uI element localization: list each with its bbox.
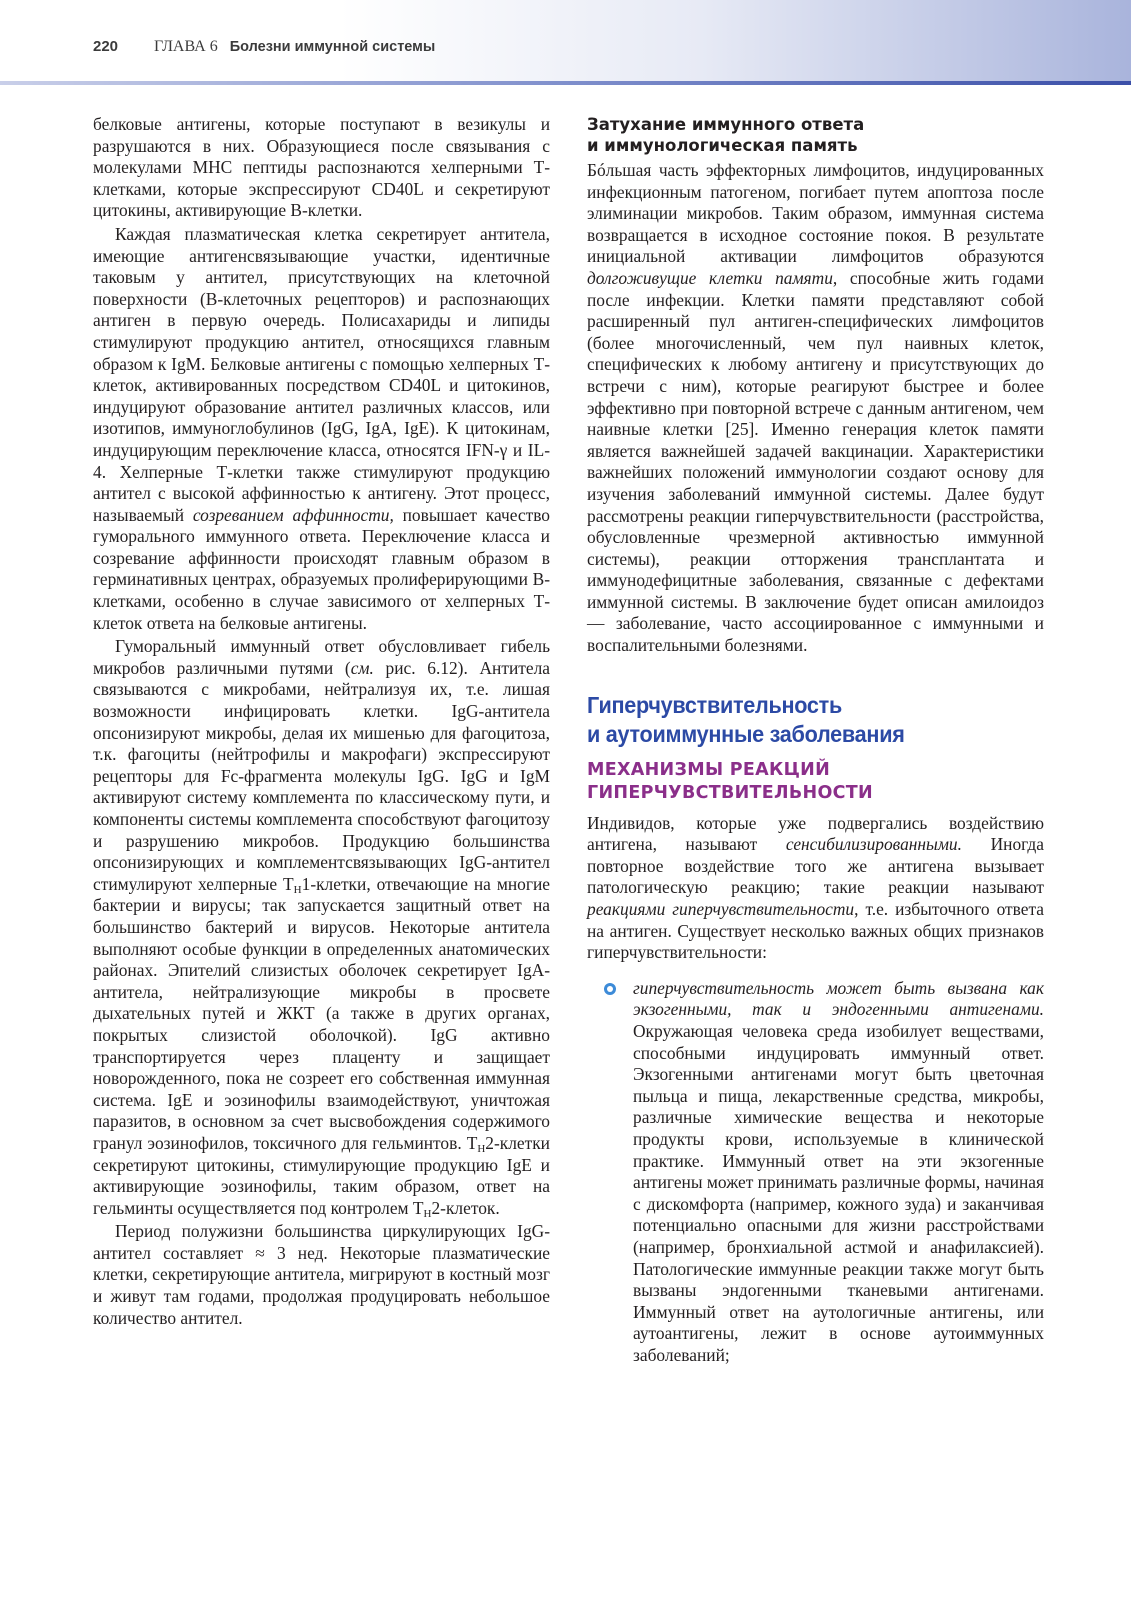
section-heading: Затухание иммунного ответа и иммунологическая память bbox=[587, 115, 865, 155]
bullet-circle-icon bbox=[604, 983, 616, 995]
chapter-title: Болезни иммунной системы bbox=[229, 39, 436, 55]
paragraph: белковые антигены, которые поступают в везикулы и разрушаются в них. Образующиеся после связывания с молекулами МНС пептиды распознаются хелперными Т-клетками, которые экспрессируют CD40L и секретируют цитокины, активирующие В-клетки. bbox=[93, 114, 550, 221]
paragraph: Гуморальный иммунный ответ обусловливает гибель микробов различными путями (см. рис. 6.12). Антитела связываются с микробами, нейтрализуя их, т.е. лишая возможности инфицировать клетки. IgG-антитела опсонизируют микробы, делая их мишенью для фагоцитоза, т.к. фагоциты (нейтрофилы и макрофаги) экспрессируют рецепторы для Fc-фрагмента молекулы IgG. IgG и IgM активируют систему комплемента по классическому пути, и компоненты системы комплемента способствуют фагоцитозу и разрушению микробов. Продукцию большинства опсонизирующих и комплементсвязывающих IgG-антител стимулируют хелперные $T_H1$-клетки, отвечающие на многие бактерии и вирусы; так запускается защитный ответ на большинство бактерий и вирусов. Некоторые антитела выполняют особые функции в определенных анатомических районах. Эпителий слизистых оболочек секретирует IgA-антитела, нейтрализующие микробы в просвете дыхательных путей и ЖКТ (а также в других органах, покрытых слизистой оболочкой). IgG активно транспортируется через плаценту и защищает новорожденного, пока не созреет его собственная иммунная система. IgE и эозинофилы взаимодействуют, уничтожая паразитов, в основном за счет высвобождения содержимого гранул эозинофилов, токсичного для гельминтов. $T_H2$-клетки секретируют цитокины, стимулирующие продукцию IgE и активирующие эозинофилы, таким образом, ответ на гельминты осуществляется под контролем $T_H2$-клеток. bbox=[93, 636, 551, 1220]
paragraph: Бóльшая часть эффекторных лимфоцитов, индуцированных инфекционным патогеном, погибает путем апоптоза после элиминации микробов. Таким образом, иммунная система возвращается в исходное состояние покоя. В результате инициальной активации лимфоцитов образуются долгоживущие клетки памяти, способные жить годами после инфекции. Клетки памяти представляют собой расширенный пул антиген-специфических лимфоцитов (более многочисленный, чем пул наивных клеток, специфических к любому антигену и присутствующих до встречи с ним), которые реагируют быстрее и более эффективно при повторной встрече с данным антигеном, чем наивные клетки [25]. Именно генерация клеток памяти является важнейшей задачей вакцинации. Характеристики важнейших положений иммунологии создают основу для изучения заболеваний иммунной системы. Далее будут рассмотрены реакции гиперчувствительности (расстройства, обусловленные чрезмерной активностью иммунной системы), реакции отторжения трансплантата и иммунодефицитные заболевания, связанные с дефектами иммунной системы. В заключение будет описан амилоидоз — заболевание, часто ассоциированное с иммунными и воспалительными болезнями. bbox=[587, 160, 1044, 656]
paragraph: Каждая плазматическая клетка секретирует антитела, имеющие антигенсвязывающие участки, идентичные таковым у антител, присутствующих на клеточной поверхности (В-клеточных рецепторов) и распознающих антиген в первую очередь. Полисахариды и липиды стимулируют продукцию антител, относящихся главным образом к IgM. Белковые антигены с помощью хелперных Т-клеток, активированных посредством CD40L и цитокинов, индуцируют образование антител различных классов, или изотипов, иммуноглобулинов (IgG, IgA, IgE). К цитокинам, индуцирующим переключение класса, относятся IFN-γ и IL-4. Хелперные Т-клетки также стимулируют продукцию антител с высокой аффинностью к антигену. Этот процесс, называемый созреванием аффинности, повышает качество гуморального иммунного ответа. Переключение класса и созревание аффинности происходят главным образом в герминативных центрах, образуемых пролиферирующими В-клетками, особенно в случае зависимого от хелперных Т-клеток ответа на белковые антигены. bbox=[93, 223, 550, 633]
chapter-label: ГЛАВА 6 bbox=[154, 38, 218, 55]
page-number: 220 bbox=[93, 38, 119, 55]
left-column bbox=[93, 114, 550, 1329]
subsection-heading: МЕХАНИЗМЫ РЕАКЦИЙ ГИПЕРЧУВСТВИТЕЛЬНОСТИ bbox=[587, 759, 873, 803]
list-item bbox=[587, 978, 1044, 1367]
paragraph: Индивидов, которые уже подвергались воздействию антигена, называют сенсибилизированными. Иногда повторное воздействие того же антигена вызывает патологическую реакцию; такие реакции называют реакциями гиперчувствительности, т.е. избыточного ответа на антиген. Существует несколько важных общих признаков гиперчувствительности: bbox=[587, 812, 1044, 963]
running-header bbox=[93, 38, 435, 62]
chapter-section-title: Гиперчувствительность и аутоиммунные заболевания bbox=[587, 691, 905, 747]
header-rule bbox=[0, 81, 1131, 85]
right-column bbox=[587, 114, 1044, 1367]
paragraph: Период полужизни большинства циркулирующих IgG-антител составляет ≈ 3 нед. Некоторые плазматические клетки, секретирующие антитела, мигрируют в костный мозг и живут там годами, продолжая продуцировать небольшое количество антител. bbox=[93, 1221, 550, 1328]
list-item-text: гиперчувствительность может быть вызвана как экзогенными, так и эндогенными антигенами. Окружающая человека среда изобилует веществами, способными индуцировать иммунный ответ. Экзогенными антигенами могут быть цветочная пыльца и пища, лекарственные средства, микробы, различные химические вещества и некоторые продукты крови, используемые в клинической практике. Иммунный ответ на эти экзогенные антигены может принимать различные формы, начиная с дискомфорта (например, кожного зуда) и заканчивая потенциально опасными для жизни расстройствами (например, бронхиальной астмой и анафилаксией). Патологические иммунные реакции также могут быть вызваны эндогенными тканевыми антигенами. Иммунный ответ на аутологичные антигены, или аутоантигены, лежит в основе аутоиммунных заболеваний; bbox=[633, 977, 1044, 1365]
